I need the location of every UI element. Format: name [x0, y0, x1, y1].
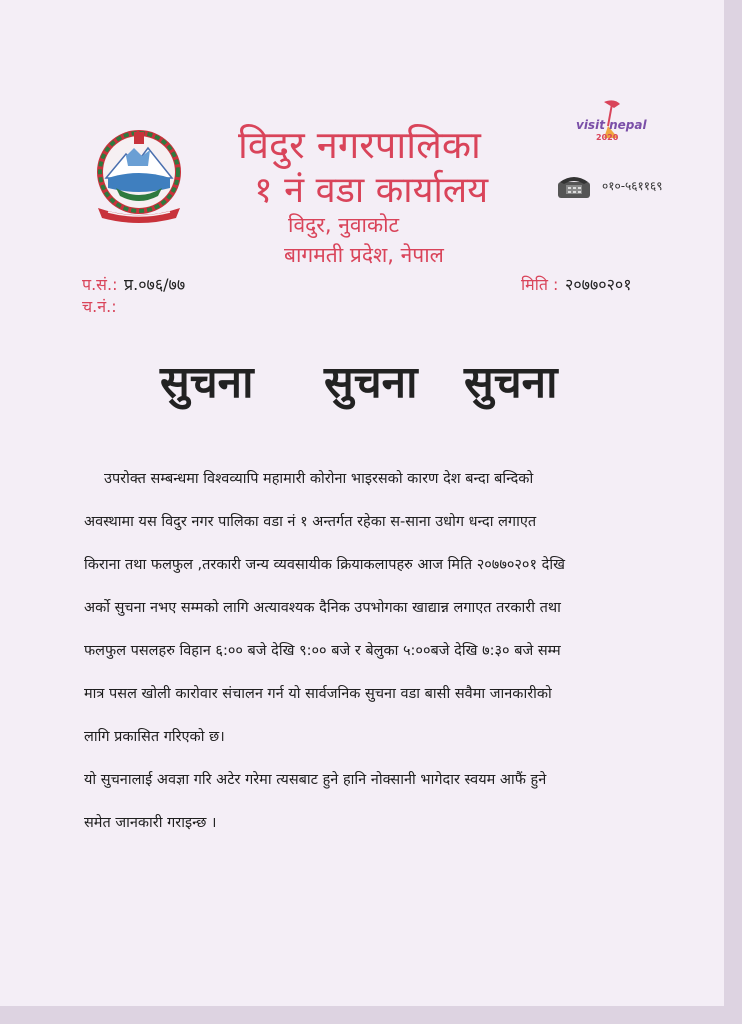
notice-heading-word: सुचना [464, 357, 558, 408]
body-line: अवस्थामा यस विदुर नगर पालिका वडा नं १ अन्तर्गत रहेका स-साना उधोग धन्दा लगाएत [84, 514, 537, 530]
body-line: लागि प्रकासित गरिएको छ। [84, 729, 225, 745]
body-line: किराना तथा फलफुल ,तरकारी जन्य व्यवसायीक क्रियाकलापहरु आज मिति २०७७०२०१ देखि [84, 557, 565, 573]
date-value: २०७७०२०१ [565, 275, 632, 294]
address-line-1: विदुर, नुवाकोट [288, 213, 400, 237]
address-line-2: बागमती प्रदेश, नेपाल [284, 243, 444, 267]
page-edge [0, 1006, 742, 1024]
body-line: फलफुल पसलहरु विहान ६:०० बजे देखि ९:०० बजे र बेलुका ५:००बजे देखि ७:३० बजे सम्म [84, 643, 561, 659]
visit-nepal-year: 2020 [596, 133, 619, 142]
body-line: अर्को सुचना नभए सम्मको लागि अत्यावश्यक दैनिक उपभोगका खाद्यान्न लगाएत तरकारी तथा [84, 600, 561, 616]
telephone-icon [556, 172, 592, 200]
notice-heading-word: सुचना [160, 357, 254, 408]
dispatch-number-label: च.नं.: [82, 297, 117, 316]
office-name: १ नं वडा कार्यालय [254, 170, 489, 211]
body-line: उपरोक्त सम्बन्धमा विश्वव्यापि महामारी कोरोना भाइरसको कारण देश बन्दा बन्दिको [104, 471, 534, 487]
nepal-emblem-icon [86, 126, 192, 226]
body-line: समेत जानकारी गराइन्छ । [84, 815, 217, 831]
date-label: मिति : [521, 275, 559, 294]
body-line: यो सुचनालाई अवज्ञा गरि अटेर गरेमा त्यसबाट हुने हानि नोक्सानी भागेदार स्वयम आफैं हुने [84, 772, 547, 788]
body-line: मात्र पसल खोली कारोवार संचालन गर्न यो सार्वजनिक सुचना वडा बासी सवैमा जानकारीको [84, 686, 552, 702]
reference-label: प.सं.: [82, 275, 118, 294]
notice-heading-word: सुचना [324, 357, 418, 408]
phone-number: ०१०-५६११६९ [602, 179, 663, 193]
reference-number: प्र.०७६/७७ [124, 275, 186, 294]
page-edge [724, 0, 742, 1024]
organization-name: विदुर नगरपालिका [238, 123, 481, 167]
visit-nepal-text: visit nepal [576, 118, 647, 132]
